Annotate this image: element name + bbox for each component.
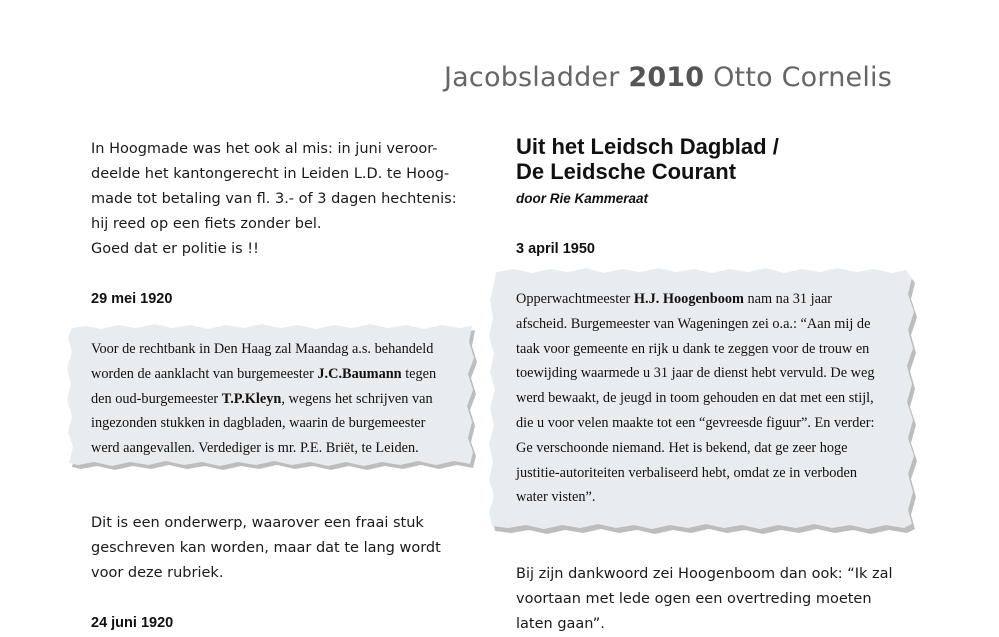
text-line: ingezonden stukken in dagbladen, waarin de burgemeester [91, 415, 426, 432]
title-line: De Leidsche Courant [516, 159, 737, 184]
text-line: In Hoogmade was het ook al mis: in juni veroor- [91, 141, 438, 157]
header-year: 2010 [628, 62, 705, 93]
text-line: toewijding waarmede u 31 jaar de dienst hebt vervuld. De weg [516, 365, 875, 382]
page-header [444, 62, 892, 93]
date-heading: 29 mei 1920 [91, 291, 173, 307]
text-line: Bij zijn dankwoord zei Hoogenboom dan ook: “Ik zal [516, 566, 893, 582]
text-line: taak voor gemeente en rijk u dank te zeggen voor de trouw en [516, 340, 870, 357]
text-line: deelde het kantongerecht in Leiden L.D. te Hoog- [91, 166, 450, 182]
text-line: werd aangevallen. Verdediger is mr. P.E. Briët, te Leiden. [91, 440, 419, 457]
article-title [516, 134, 779, 184]
right-outro-paragraph [516, 562, 916, 637]
text-line: Goed dat er politie is !! [91, 241, 259, 257]
person-name: T.P.Kleyn [221, 390, 282, 407]
text-line [91, 387, 436, 412]
title-line: Uit het Leidsch Dagblad / [516, 134, 779, 159]
text-line: Ge verschoonde niemand. Het is bekend, dat ge zeer hoge [516, 439, 848, 456]
clipping-text [516, 287, 875, 510]
date-heading: 24 juni 1920 [91, 615, 174, 631]
text-line: justitie-autoriteiten verbaliseerd hebt, omdat ze in verboden [516, 464, 858, 481]
text-line: Voor de rechtbank in Den Haag zal Maandag a.s. behandeld [91, 341, 434, 357]
text-line: afscheid. Burgemeester van Wageningen zei o.a.: “Aan mij de [516, 315, 871, 332]
text-fragment: tegen [401, 365, 437, 382]
header-author: Otto Cornelis [713, 62, 892, 93]
header-title: Jacobsladder [444, 62, 620, 93]
left-intro-paragraph [91, 137, 471, 262]
text-line [91, 362, 436, 387]
text-line: laten gaan”. [516, 616, 605, 632]
person-name: H.J. Hoogenboom [633, 291, 744, 307]
newspaper-clipping [488, 266, 922, 540]
text-line: Dit is een onderwerp, waarover een fraai stuk [91, 515, 424, 531]
text-line: voortaan met lede ogen een overtreding moeten [516, 591, 872, 607]
text-fragment: Opperwachtmeester [516, 291, 634, 307]
text-line: werd bewaakt, de jeugd in toom gehouden en dat met een stijl, [516, 390, 874, 407]
text-line: water visten”. [516, 489, 596, 506]
text-line: made tot betaling van fl. 3.- of 3 dagen hechtenis: [91, 191, 457, 207]
text-line [516, 287, 875, 312]
clipping-text [91, 337, 436, 461]
text-fragment: nam na 31 jaar [743, 291, 833, 307]
text-fragment: worden de aanklacht van burgemeester [91, 365, 318, 382]
text-fragment: den oud-burgemeester [91, 390, 222, 407]
text-line: hij reed op een fiets zonder bel. [91, 216, 322, 232]
text-line: die u voor velen maakte tot een “gevreesde figuur”. En verder: [516, 414, 875, 431]
byline: door Rie Kammeraat [516, 191, 649, 206]
left-outro-paragraph [91, 511, 471, 586]
date-heading: 3 april 1950 [516, 241, 595, 257]
person-name: J.C.Baumann [317, 365, 402, 382]
text-line: geschreven kan worden, maar dat te lang wordt [91, 540, 441, 556]
text-fragment: , wegens het schrijven van [281, 390, 433, 407]
text-line: voor deze rubriek. [91, 565, 224, 581]
newspaper-clipping [66, 322, 480, 474]
